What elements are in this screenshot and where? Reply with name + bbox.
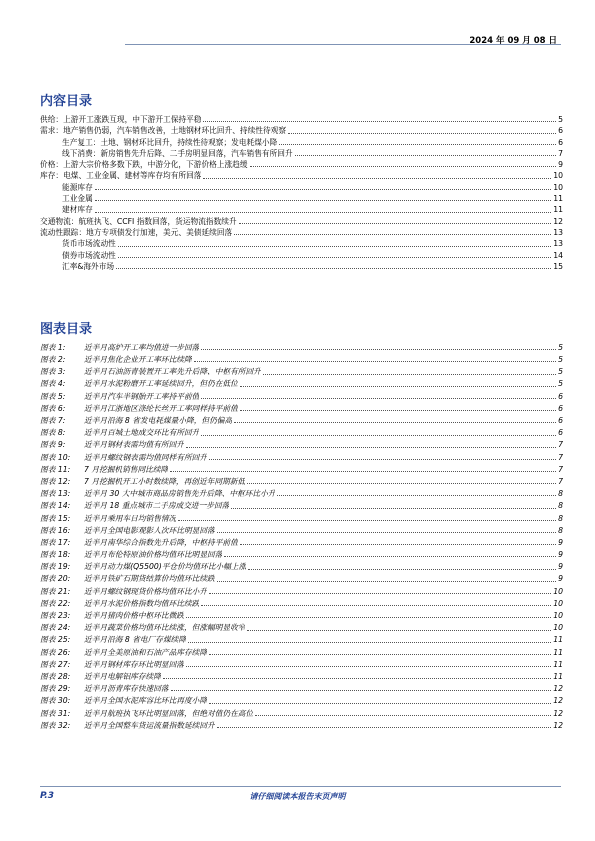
- contents-page-number: 13: [553, 227, 563, 237]
- figure-page-number: 10: [553, 586, 563, 596]
- leader-dots: [203, 121, 556, 122]
- leader-dots: [247, 630, 551, 631]
- figure-label: 图表 28:: [40, 671, 71, 681]
- contents-text: 货币市场流动性: [62, 239, 116, 249]
- figure-entry[interactable]: [40, 487, 563, 499]
- contents-text: 生产复工：土地、钢材环比回升，持续性待观察；发电耗煤小降: [62, 137, 278, 147]
- contents-entry[interactable]: [40, 216, 563, 227]
- figure-text: 近半月电解铝库存续降: [84, 671, 161, 681]
- contents-entry[interactable]: [40, 238, 563, 249]
- leader-dots: [95, 189, 551, 190]
- figure-label: 图表 32:: [40, 720, 71, 730]
- disclaimer-note: 请仔细阅读本报告末页声明: [249, 792, 346, 801]
- figure-page-number: 8: [558, 525, 563, 535]
- contents-entry[interactable]: [40, 125, 563, 136]
- contents-text: 需求：地产销售仍弱，汽车销售改善，土地钢材环比回升、持续性待观察: [40, 126, 287, 136]
- figure-entry[interactable]: [40, 621, 563, 633]
- figure-page-number: 12: [553, 696, 563, 706]
- figure-label: 图表 30:: [40, 696, 71, 706]
- contents-page-number: 11: [553, 205, 563, 215]
- leader-dots: [209, 654, 551, 655]
- contents-text: 工业金属: [62, 194, 93, 204]
- leader-dots: [217, 727, 552, 728]
- figure-entry[interactable]: [40, 414, 563, 426]
- figure-label: 图表 5:: [40, 391, 66, 401]
- leader-dots: [188, 642, 551, 643]
- leader-dots: [240, 386, 556, 387]
- figure-entry[interactable]: [40, 390, 563, 402]
- figure-label: 图表 6:: [40, 403, 66, 413]
- contents-entry[interactable]: [40, 182, 563, 193]
- leader-dots: [279, 144, 556, 145]
- contents-text: 建材库存: [62, 205, 93, 215]
- figure-entry[interactable]: [40, 512, 563, 524]
- figure-label: 图表 7:: [40, 416, 66, 426]
- leader-dots: [201, 435, 556, 436]
- figure-page-number: 10: [553, 623, 563, 633]
- figure-label: 图表 17:: [40, 537, 71, 547]
- figure-entry[interactable]: [40, 536, 563, 548]
- figure-entry[interactable]: [40, 341, 563, 353]
- figure-label: 图表 18:: [40, 550, 71, 560]
- figure-entry[interactable]: [40, 682, 563, 694]
- figure-text: 近半月 30 大中城市商品房销售先升后降、中枢环比小升: [84, 489, 276, 499]
- figure-label: 图表 9:: [40, 440, 66, 450]
- figure-page-number: 6: [558, 428, 563, 438]
- contents-page-number: 15: [553, 261, 563, 271]
- contents-text: 能源库存: [62, 182, 93, 192]
- figure-text: 近半月 18 重点城市二手房成交进一步回落: [84, 501, 230, 511]
- figure-page-number: 6: [558, 403, 563, 413]
- leader-dots: [209, 593, 551, 594]
- contents-page-number: 13: [553, 239, 563, 249]
- figure-label: 图表 15:: [40, 513, 71, 523]
- leader-dots: [240, 410, 556, 411]
- figure-entry[interactable]: [40, 426, 563, 438]
- figure-entry[interactable]: [40, 402, 563, 414]
- report-date: 2024 年 09 月 08 日: [469, 36, 557, 46]
- figure-label: 图表 16:: [40, 525, 71, 535]
- leader-dots: [95, 212, 551, 213]
- figure-label: 图表 2:: [40, 355, 66, 365]
- figure-page-number: 9: [558, 562, 563, 572]
- contents-text: 交通物流：航班执飞、CCFI 指数回落，货运物流指数续升: [40, 216, 237, 226]
- figure-label: 图表 8:: [40, 428, 66, 438]
- figure-entry[interactable]: [40, 451, 563, 463]
- figure-text: 近半月焦化企业开工率环比续降: [84, 355, 192, 365]
- figure-entry[interactable]: [40, 524, 563, 536]
- figure-label: 图表 22:: [40, 598, 71, 608]
- leader-dots: [231, 508, 556, 509]
- leader-dots: [186, 447, 556, 448]
- figure-entry[interactable]: [40, 378, 563, 390]
- figure-label: 图表 12:: [40, 476, 71, 486]
- figure-text: 近半月百城土地成交环比有所回升: [84, 428, 200, 438]
- figure-text: 近半月全国水泥库容比环比再度小降: [84, 696, 208, 706]
- figure-page-number: 5: [558, 355, 563, 365]
- leader-dots: [209, 459, 556, 460]
- leader-dots: [250, 166, 557, 167]
- contents-text: 供给：上游开工涨跌互现，中下游开工保持平稳: [40, 115, 202, 124]
- figure-entry[interactable]: [40, 585, 563, 597]
- figure-page-number: 6: [558, 391, 563, 401]
- leader-dots: [217, 581, 556, 582]
- figure-text: 近半月沿海 8 省电厂存煤续降: [84, 635, 187, 645]
- contents-text: 价格：上游大宗价格多数下跌，中游分化，下游价格上涨趋缓: [40, 160, 248, 170]
- leader-dots: [95, 200, 551, 201]
- figure-entry[interactable]: [40, 597, 563, 609]
- footer-rule: [40, 786, 561, 787]
- figure-text: 7 月挖掘机销售同比续降: [84, 464, 169, 474]
- leader-dots: [263, 374, 556, 375]
- leader-dots: [178, 520, 556, 521]
- figure-entry[interactable]: [40, 548, 563, 560]
- figure-label: 图表 26:: [40, 647, 71, 657]
- figure-text: 近半月沿海 8 省发电耗煤量小降，但仍偏高: [84, 416, 233, 426]
- contents-entry[interactable]: [40, 148, 563, 159]
- leader-dots: [234, 234, 551, 235]
- leader-dots: [239, 223, 552, 224]
- contents-entry[interactable]: [40, 204, 563, 215]
- contents-entry[interactable]: [40, 261, 563, 272]
- contents-text: 库存：电煤、工业金属、建材等库存均有所回落: [40, 171, 202, 181]
- figure-page-number: 9: [558, 550, 563, 560]
- figure-label: 图表 23:: [40, 611, 71, 621]
- figure-text: 近半月航班执飞环比明显回落，但绝对值仍在高位: [84, 708, 254, 718]
- figure-entry[interactable]: [40, 609, 563, 621]
- contents-entry[interactable]: [40, 193, 563, 204]
- figure-text: 近半月高炉开工率均值进一步回落: [84, 342, 200, 352]
- figure-page-number: 5: [558, 342, 563, 352]
- leader-dots: [170, 471, 556, 472]
- figure-text: 近半月沥青库存快速回落: [84, 684, 169, 694]
- leader-dots: [255, 715, 551, 716]
- figure-entry[interactable]: [40, 707, 563, 719]
- figure-page-number: 10: [553, 611, 563, 621]
- leader-dots: [240, 544, 556, 545]
- contents-entry[interactable]: [40, 170, 563, 181]
- leader-dots: [163, 678, 551, 679]
- figure-page-number: 7: [558, 440, 563, 450]
- figure-page-number: 12: [553, 720, 563, 730]
- figure-entry[interactable]: [40, 694, 563, 706]
- figure-entry[interactable]: [40, 439, 563, 451]
- figure-label: 图表 21:: [40, 586, 71, 596]
- figure-page-number: 11: [553, 659, 563, 669]
- contents-page-number: 11: [553, 194, 563, 204]
- contents-text: 线下消费：新房销售先升后降、二手房明显回落，汽车销售有所回升: [62, 148, 293, 158]
- figure-text: 近半月全美原油和石油产品库存续降: [84, 647, 208, 657]
- figure-label: 图表 29:: [40, 684, 71, 694]
- page-number: P.3: [40, 791, 54, 801]
- figure-label: 图表 1:: [40, 342, 66, 352]
- figure-page-number: 8: [558, 501, 563, 511]
- figure-entry[interactable]: [40, 353, 563, 365]
- figure-text: 近半月水泥价格指数均值环比续跌: [84, 598, 200, 608]
- leader-dots: [201, 605, 551, 606]
- figure-entry[interactable]: [40, 634, 563, 646]
- figure-page-number: 8: [558, 513, 563, 523]
- contents-entry[interactable]: [40, 114, 563, 125]
- figure-text: 近半月螺纹钢现货价格均值环比小升: [84, 586, 208, 596]
- figure-page-number: 7: [558, 464, 563, 474]
- figure-entry[interactable]: [40, 719, 563, 731]
- leader-dots: [186, 666, 551, 667]
- figure-text: 近半月钢材库存环比明显回落: [84, 659, 184, 669]
- leader-dots: [295, 155, 556, 156]
- contents-entry[interactable]: [40, 227, 563, 238]
- figure-text: 近半月猪肉价格中枢环比微跌: [84, 611, 184, 621]
- contents-page-number: 7: [558, 148, 563, 158]
- figure-label: 图表 20:: [40, 574, 71, 584]
- figure-page-number: 9: [558, 537, 563, 547]
- contents-page-number: 9: [558, 160, 563, 170]
- figure-entry[interactable]: [40, 670, 563, 682]
- figure-entry[interactable]: [40, 658, 563, 670]
- figure-text: 近半月全国整车货运流量指数延续回升: [84, 720, 215, 730]
- figure-page-number: 11: [553, 635, 563, 645]
- contents-list: [40, 114, 563, 272]
- figure-entry[interactable]: [40, 646, 563, 658]
- figure-label: 图表 3:: [40, 367, 66, 377]
- figure-page-number: 8: [558, 489, 563, 499]
- figure-text: 近半月全国电影观影人次环比明显回落: [84, 525, 215, 535]
- figures-title: 图表目录: [40, 322, 93, 337]
- figure-text: 近半月钢材表需均值有所回升: [84, 440, 184, 450]
- contents-entry[interactable]: [40, 250, 563, 261]
- contents-page-number: 6: [558, 137, 563, 147]
- figure-text: 近半月蔬菜价格均值环比续涨，但涨幅明显收窄: [84, 623, 246, 633]
- figure-entry[interactable]: [40, 365, 563, 377]
- figure-page-number: 5: [558, 379, 563, 389]
- figure-page-number: 11: [553, 671, 563, 681]
- contents-page-number: 12: [553, 216, 563, 226]
- figure-label: 图表 13:: [40, 489, 71, 499]
- figure-page-number: 12: [553, 684, 563, 694]
- figure-label: 图表 31:: [40, 708, 71, 718]
- figure-label: 图表 14:: [40, 501, 71, 511]
- contents-text: 流动性跟踪：地方专项债发行加速，美元、美债延续回落: [40, 227, 233, 237]
- figure-text: 近半月石油沥青装置开工率先升后降、中枢有所回升: [84, 367, 261, 377]
- figure-entry[interactable]: [40, 560, 563, 572]
- figure-text: 近半月布伦特原油价格均值环比明显回落: [84, 550, 223, 560]
- contents-entry[interactable]: [40, 137, 563, 148]
- figure-page-number: 11: [553, 647, 563, 657]
- figure-label: 图表 25:: [40, 635, 71, 645]
- leader-dots: [116, 268, 551, 269]
- figure-label: 图表 10:: [40, 452, 71, 462]
- leader-dots: [234, 422, 556, 423]
- figure-text: 近半月乘用车日均销售情况: [84, 513, 177, 523]
- leader-dots: [118, 246, 551, 247]
- figure-page-number: 12: [553, 708, 563, 718]
- contents-page-number: 6: [558, 126, 563, 136]
- figure-text: 近半月江浙地区涤纶长丝开工率同样持平前值: [84, 403, 238, 413]
- leader-dots: [194, 361, 556, 362]
- leader-dots: [118, 257, 551, 258]
- leader-dots: [247, 483, 556, 484]
- contents-page-number: 10: [553, 171, 563, 181]
- figures-list: [40, 341, 563, 731]
- leader-dots: [248, 569, 556, 570]
- figure-label: 图表 19:: [40, 562, 71, 572]
- figure-label: 图表 27:: [40, 659, 71, 669]
- leader-dots: [224, 556, 556, 557]
- figure-text: 7 月挖掘机开工小时数续降，再创近年同期新低: [84, 476, 246, 486]
- figure-text: 近半月动力煤(Q5500)平仓价均值环比小幅上涨: [84, 562, 247, 572]
- figure-entry[interactable]: [40, 573, 563, 585]
- figure-text: 近半月汽车半钢胎开工率持平前值: [84, 391, 200, 401]
- figure-page-number: 7: [558, 452, 563, 462]
- figure-entry[interactable]: [40, 475, 563, 487]
- leader-dots: [217, 532, 556, 533]
- figure-text: 近半月水泥粉磨开工率延续回升，但仍在低位: [84, 379, 238, 389]
- leader-dots: [288, 133, 556, 134]
- figure-entry[interactable]: [40, 463, 563, 475]
- figure-page-number: 9: [558, 574, 563, 584]
- contents-page-number: 5: [558, 115, 563, 124]
- figure-page-number: 7: [558, 476, 563, 486]
- figure-label: 图表 11:: [40, 464, 71, 474]
- contents-text: 汇率&海外市场: [62, 261, 115, 271]
- figure-text: 近半月南华综合指数先升后降，中枢持平前值: [84, 537, 238, 547]
- figure-text: 近半月铁矿石期货结算价均值环比续跌: [84, 574, 215, 584]
- contents-entry[interactable]: [40, 159, 563, 170]
- contents-page-number: 10: [553, 182, 563, 192]
- leader-dots: [201, 349, 556, 350]
- leader-dots: [186, 617, 551, 618]
- leader-dots: [277, 495, 556, 496]
- figure-page-number: 6: [558, 416, 563, 426]
- header-rule: [125, 44, 561, 45]
- figure-entry[interactable]: [40, 499, 563, 511]
- leader-dots: [203, 178, 551, 179]
- figure-label: 图表 24:: [40, 623, 71, 633]
- contents-title: 内容目录: [40, 94, 93, 109]
- leader-dots: [209, 703, 551, 704]
- figure-page-number: 10: [553, 598, 563, 608]
- contents-text: 债券市场流动性: [62, 250, 116, 260]
- figure-page-number: 5: [558, 367, 563, 377]
- figure-label: 图表 4:: [40, 379, 66, 389]
- leader-dots: [171, 690, 552, 691]
- contents-page-number: 14: [553, 250, 563, 260]
- figure-text: 近半月螺纹钢表需均值同样有所回升: [84, 452, 208, 462]
- leader-dots: [201, 398, 556, 399]
